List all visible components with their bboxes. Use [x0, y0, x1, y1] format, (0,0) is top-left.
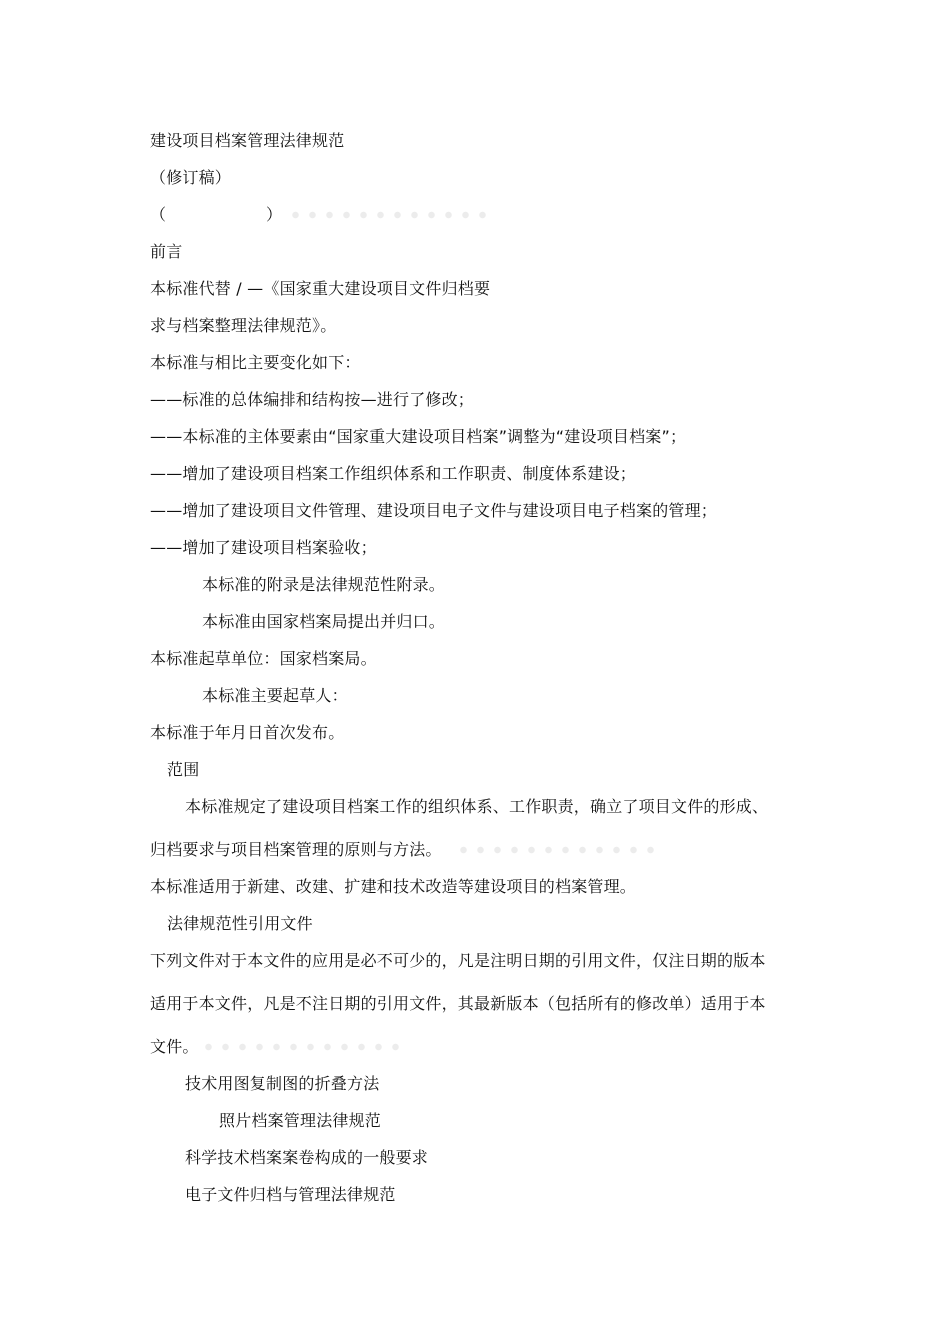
drafting-unit: 本标准起草单位：国家档案局。 [150, 649, 377, 668]
normative-refs-paragraph: 文件。 [150, 1037, 199, 1056]
normative-refs-paragraph: 下列文件对于本文件的应用是必不可少的，凡是注明日期的引用文件，仅注日期的版本 [150, 951, 766, 970]
scope-heading: 范围 [167, 760, 200, 779]
paren-close: ） [266, 205, 283, 224]
changes-intro: 本标准与相比主要变化如下： [150, 353, 361, 372]
watermark-dots [200, 1042, 406, 1052]
revision-note: （修订稿） [150, 168, 232, 187]
appendix-note: 本标准的附录是法律规范性附录。 [202, 575, 446, 594]
change-item: ——本标准的主体要素由“国家重大建设项目档案”调整为“建设项目档案”； [150, 427, 687, 446]
watermark-dots [455, 845, 661, 855]
paren-open: （ [150, 205, 167, 224]
foreword-replace-line: 本标准代替 / —《国家重大建设项目文件归档要 [150, 279, 491, 298]
foreword-replace-line: 求与档案整理法律规范》。 [150, 316, 337, 335]
reference-item: 科学技术档案案卷构成的一般要求 [185, 1148, 429, 1167]
normative-refs-paragraph: 适用于本文件，凡是不注日期的引用文件，其最新版本（包括所有的修改单）适用于本 [150, 994, 766, 1013]
scope-applicability: 本标准适用于新建、改建、扩建和技术改造等建设项目的档案管理。 [150, 877, 637, 896]
change-item: ——增加了建设项目文件管理、建设项目电子文件与建设项目电子档案的管理； [150, 501, 718, 520]
change-item: ——增加了建设项目档案工作组织体系和工作职责、制度体系建设； [150, 464, 637, 483]
first-release: 本标准于年月日首次发布。 [150, 723, 345, 742]
drafters: 本标准主要起草人： [202, 686, 348, 705]
reference-item: 照片档案管理法律规范 [219, 1111, 382, 1130]
change-item: ——标准的总体编排和结构按—进行了修改； [150, 390, 475, 409]
document-title: 建设项目档案管理法律规范 [150, 131, 345, 150]
reference-item: 技术用图复制图的折叠方法 [185, 1074, 380, 1093]
reference-item: 电子文件归档与管理法律规范 [185, 1185, 396, 1204]
watermark-dots [287, 210, 489, 220]
normative-refs-heading: 法律规范性引用文件 [167, 914, 313, 933]
proposed-by: 本标准由国家档案局提出并归口。 [202, 612, 446, 631]
change-item: ——增加了建设项目档案验收； [150, 538, 377, 557]
scope-paragraph: 归档要求与项目档案管理的原则与方法。 [150, 840, 442, 859]
scope-paragraph: 本标准规定了建设项目档案工作的组织体系、工作职责，确立了项目文件的形成、 [185, 797, 769, 816]
foreword-heading: 前言 [150, 242, 183, 261]
